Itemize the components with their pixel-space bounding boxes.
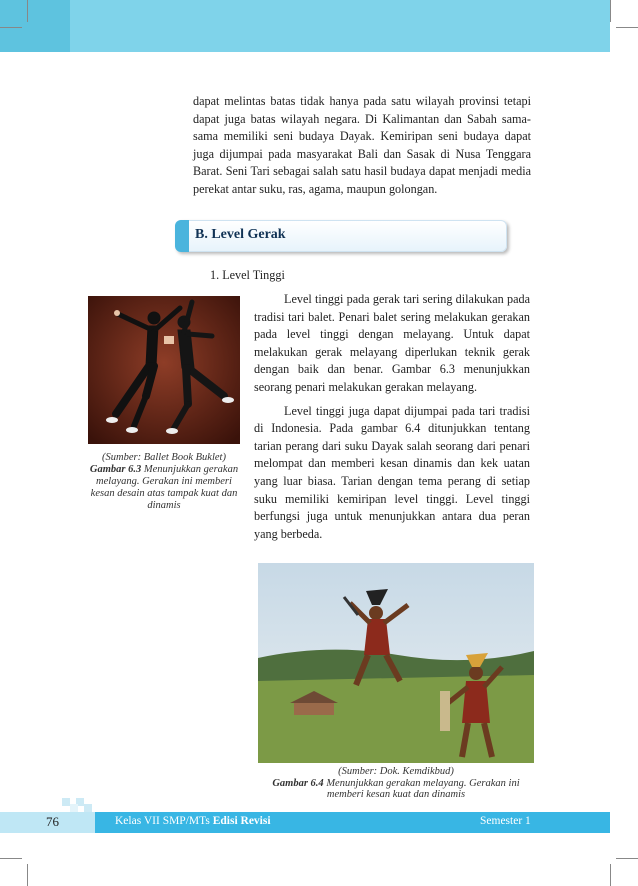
figure-1-source: (Sumber: Ballet Book Buklet): [102, 452, 226, 463]
section-heading-accent: [175, 220, 189, 252]
figure-1-description: Menunjukkan gerakan melayang. Gerakan ini memberi kesan desain atas tampak kuat dan dinamis: [90, 464, 239, 511]
figure-2-label: Gambar 6.4: [272, 777, 324, 789]
footer-book-title: [115, 815, 271, 827]
body-text: [254, 291, 530, 549]
crop-mark: [610, 0, 611, 22]
top-banner: [0, 0, 610, 52]
figure-2-description: Menunjukkan gerakan melayang. Gerakan ini memberi kesan kuat dan dinamis: [326, 777, 520, 800]
crop-mark: [27, 864, 28, 886]
footer-semester: Semester 1: [480, 815, 531, 827]
crop-mark: [610, 864, 611, 886]
figure-2-caption: [258, 766, 534, 801]
figure-1-text: [88, 464, 240, 512]
ballet-photo: [88, 296, 240, 444]
crop-mark: [616, 858, 638, 859]
ballet-photo-illustration: [88, 296, 240, 444]
crop-mark: [0, 27, 22, 28]
footer-book-name: Kelas VII SMP/MTs: [115, 815, 210, 827]
crop-mark: [616, 27, 638, 28]
intro-paragraph: dapat melintas batas tidak hanya pada satu wilayah provinsi tetapi dapat juga batas wilayah negara. Di Kalimantan dan Sabah sama-sama memiliki seni budaya Dayak. Kemiripan seni budaya dapat juga dijumpai pada masyarakat Bali dan Sasak di Nusa Tenggara Barat. Seni Tari sebagai salah satu hasil budaya dapat menjadi media perekat antar suku, ras, agama, maupun golongan.: [193, 94, 531, 196]
figure-1-caption: [88, 452, 240, 512]
figure-2-text: [258, 778, 534, 801]
sub-heading: 1. Level Tinggi: [210, 268, 285, 282]
dayak-dance-photo: [258, 563, 534, 763]
figure-2-source: (Sumber: Dok. Kemdikbud): [338, 766, 454, 777]
figure-1-label: Gambar 6.3: [89, 464, 142, 475]
footer-edition: Edisi Revisi: [212, 815, 271, 827]
section-heading: B. Level Gerak: [195, 227, 286, 242]
body-paragraph: Level tinggi pada gerak tari sering dilakukan pada tradisi tari balet. Penari balet sering melakukan gerakan pada level tinggi dengan melayang. Untuk dapat melakukan gerak melayang diperlukan teknik gerak dengan baik dan benar. Gambar 6.3 menunjukkan seorang penari melakukan gerakan melayang.: [254, 292, 530, 394]
crop-mark: [0, 858, 22, 859]
top-banner-accent: [0, 0, 70, 52]
body-paragraph: Level tinggi juga dapat dijumpai pada tari tradisi di Indonesia. Pada gambar 6.4 ditunjukkan tentang tarian perang dari suku Dayak salah seorang dari penari melompat dan memberi kesan dinamis dan kek uatan yang luar biasa. Tarian dengan tema perang di setiap suku memiliki kemiripan level tinggi. Level tinggi berfungsi juga untuk menunjukkan antara dua peran yang berbeda.: [254, 403, 530, 541]
dayak-dance-illustration: [258, 563, 534, 763]
page-number: 76: [46, 814, 59, 829]
crop-mark: [27, 0, 28, 22]
